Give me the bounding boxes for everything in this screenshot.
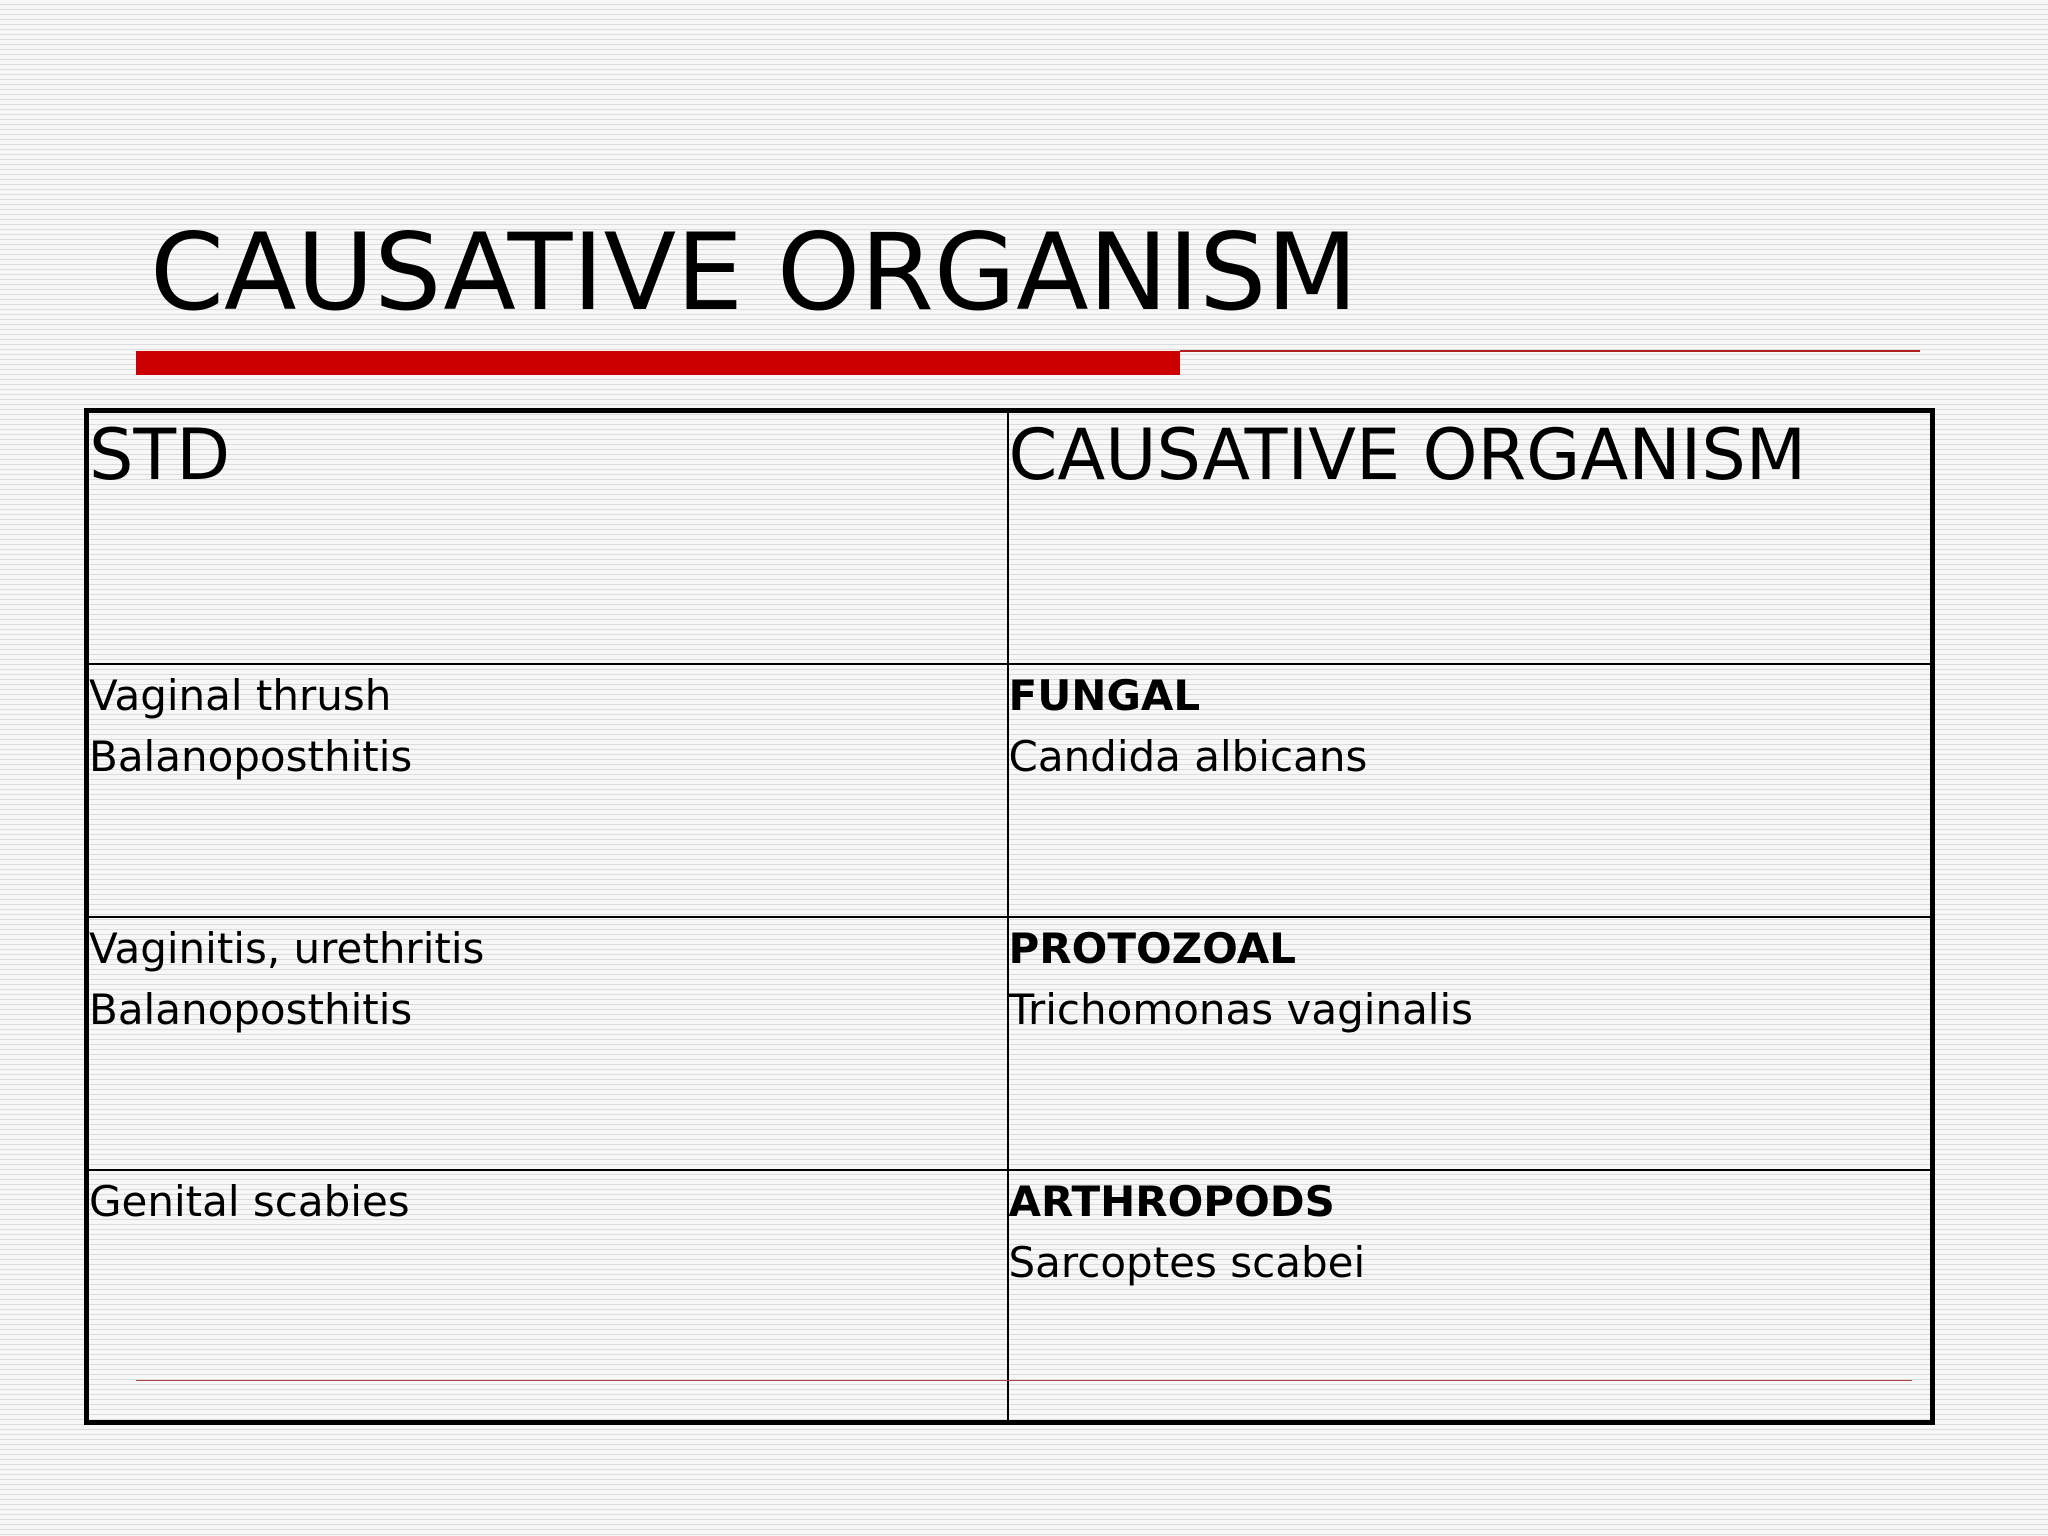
header-std: STD: [87, 411, 1008, 664]
organism-name: Candida albicans: [1008, 731, 1368, 781]
table-header-row: [87, 411, 1933, 664]
std-name: Genital scabies: [89, 1176, 410, 1226]
table-row-fungal: [87, 664, 1933, 917]
std-name: Vaginal thrush: [89, 670, 392, 720]
organism-name: Trichomonas vaginalis: [1008, 984, 1474, 1034]
organism-cell: [1008, 917, 1933, 1170]
title-underline-thin: [1180, 350, 1920, 352]
std-name: Balanoposthitis: [89, 984, 413, 1034]
title-underline-thick: [136, 351, 1180, 375]
organism-cell: [1008, 664, 1933, 917]
std-cell: [87, 664, 1008, 917]
organism-category: ARTHROPODS: [1008, 1176, 1335, 1226]
table-row-arthropods: [87, 1170, 1933, 1423]
header-causative-organism: CAUSATIVE ORGANISM: [1008, 411, 1933, 664]
bottom-rule: [136, 1380, 1912, 1381]
std-name: Balanoposthitis: [89, 731, 413, 781]
organism-cell: [1008, 1170, 1933, 1423]
std-cell: [87, 917, 1008, 1170]
organism-category: PROTOZOAL: [1008, 923, 1296, 973]
std-cell: [87, 1170, 1008, 1423]
std-organism-table: [84, 408, 1935, 1425]
organism-name: Sarcoptes scabei: [1008, 1237, 1366, 1287]
slide-title: CAUSATIVE ORGANISM: [150, 211, 1358, 334]
table-row-protozoal: [87, 917, 1933, 1170]
std-name: Vaginitis, urethritis: [89, 923, 485, 973]
organism-category: FUNGAL: [1008, 670, 1201, 720]
